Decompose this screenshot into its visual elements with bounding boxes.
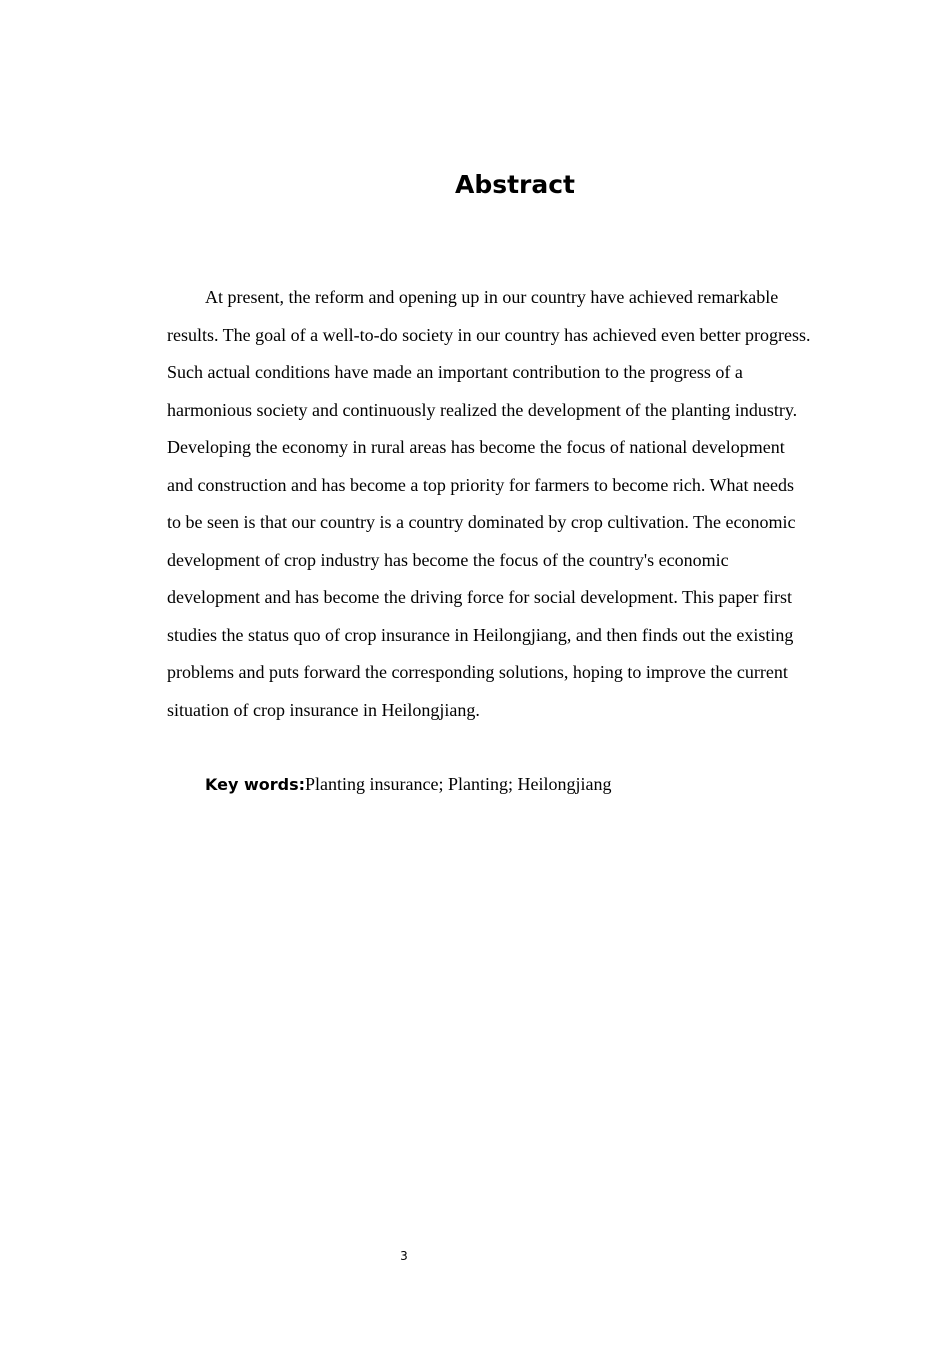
abstract-paragraph: At present, the reform and opening up in our country have achieved remarkable results. The goal of a well-to-do society in our country has achieved even better progress. Such actual conditions have made an important contribution to the progress of a harmonious society and continuously realized the development of the planting industry. Developing the economy in rural areas has become the focus of national development and construction and has become a top priority for farmers to become rich. What needs to be seen is that our country is a country dominated by crop cultivation. The economic development of crop industry has become the focus of the country's economic development and has become the driving force for social development. This paper first studies the status quo of crop insurance in Heilongjiang, and then finds out the existing problems and puts forward the corresponding solutions, hoping to improve the current situation of crop insurance in Heilongjiang. — [167, 287, 811, 720]
keywords-value: Planting insurance; Planting; Heilongjiang — [305, 774, 612, 794]
page-number: 3 — [400, 1249, 408, 1263]
keywords-line — [205, 770, 611, 799]
keywords-label: Key words: — [205, 775, 306, 794]
page-title: Abstract — [454, 170, 576, 199]
